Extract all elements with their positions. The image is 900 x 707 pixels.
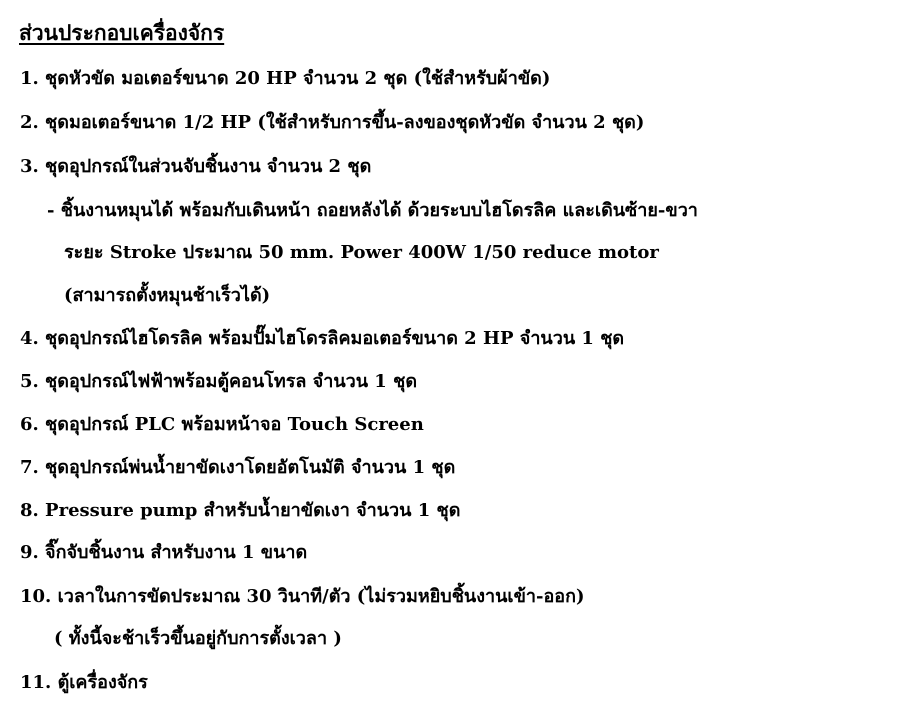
list-item-3: 3. ชุดอุปกรณ์ในส่วนจับชิ้นงาน จำนวน 2 ชุด [20, 156, 372, 177]
list-item-5: 5. ชุดอุปกรณ์ไฟฟ้าพร้อมตู้คอนโทรล จำนวน 1 ชุด [20, 371, 418, 392]
list-item-3-detail-1: - ชิ้นงานหมุนได้ พร้อมกับเดินหน้า ถอยหลังได้ ด้วยระบบไฮโดรลิค และเดินซ้าย-ขวา [47, 200, 698, 221]
list-item-10: 10. เวลาในการขัดประมาณ 30 วินาที/ตัว (ไม่รวมหยิบชิ้นงานเข้า-ออก) [20, 586, 585, 607]
list-item-3-detail-2: ระยะ Stroke ประมาณ 50 mm. Power 400W 1/50 reduce motor [64, 242, 659, 263]
list-item-10-note: ( ทั้งนี้จะช้าเร็วขึ้นอยู่กับการตั้งเวลา ) [54, 628, 342, 649]
list-item-11: 11. ตู้เครื่องจักร [20, 672, 148, 693]
list-item-2: 2. ชุดมอเตอร์ขนาด 1/2 HP (ใช้สำหรับการขึ้น-ลงของชุดหัวขัด จำนวน 2 ชุด) [20, 112, 645, 133]
list-item-8: 8. Pressure pump สำหรับน้ำยาขัดเงา จำนวน 1 ชุด [20, 500, 461, 521]
list-item-7: 7. ชุดอุปกรณ์พ่นน้ำยาขัดเงาโดยอัตโนมัติ จำนวน 1 ชุด [20, 457, 456, 478]
list-item-6: 6. ชุดอุปกรณ์ PLC พร้อมหน้าจอ Touch Screen [20, 414, 424, 435]
list-item-1: 1. ชุดหัวขัด มอเตอร์ขนาด 20 HP จำนวน 2 ชุด (ใช้สำหรับผ้าขัด) [20, 68, 551, 89]
list-item-3-detail-3: (สามารถตั้งหมุนช้าเร็วได้) [64, 285, 271, 306]
document-heading: ส่วนประกอบเครื่องจักร [19, 20, 225, 45]
list-item-9: 9. จิ๊กจับชิ้นงาน สำหรับงาน 1 ขนาด [20, 542, 308, 563]
list-item-4: 4. ชุดอุปกรณ์ไฮโดรลิค พร้อมปั๊มไฮโดรลิคมอเตอร์ขนาด 2 HP จำนวน 1 ชุด [20, 328, 625, 349]
